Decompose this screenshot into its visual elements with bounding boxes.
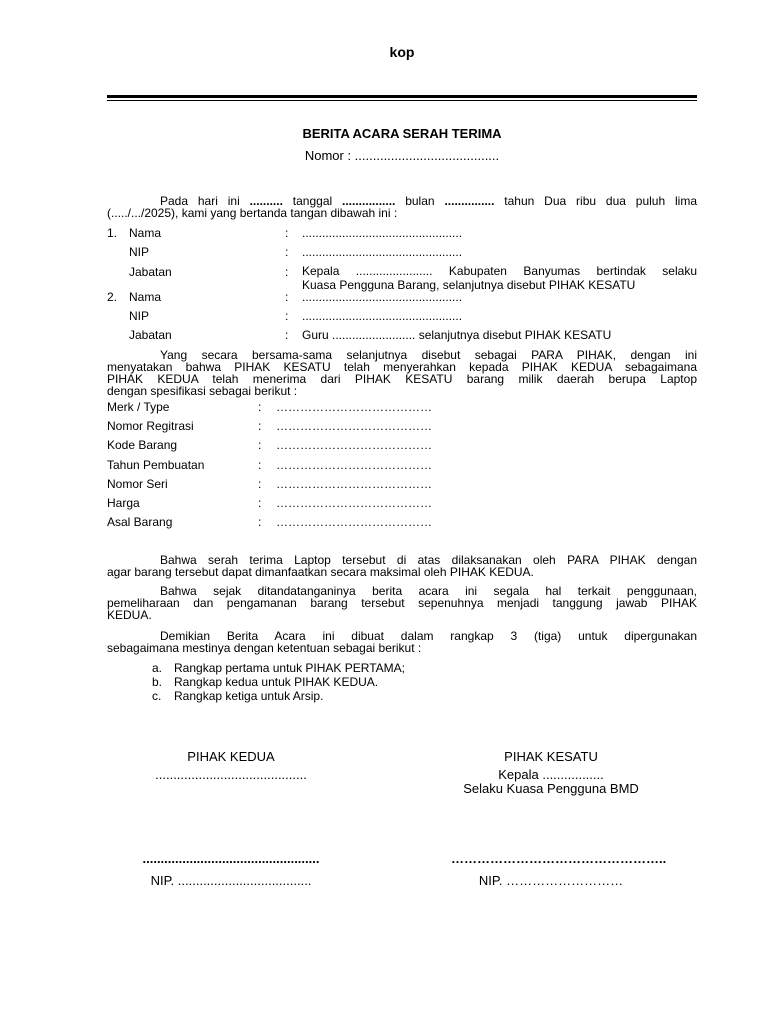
spec-value-tahun: ………………………………… [276, 458, 432, 472]
party2-nama-label: Nama [129, 290, 162, 304]
party2-number: 2. [107, 290, 118, 304]
spec-label-asal: Asal Barang [107, 515, 173, 529]
para-tanggung-line3: KEDUA. [107, 608, 152, 622]
para-pihak-line4: dengan spesifikasi sebagai berikut : [107, 384, 298, 398]
party2-jabatan-value: Guru ......................... selanjutnya disebut PIHAK KESATU [302, 328, 612, 342]
header-divider-thin [107, 100, 697, 101]
party1-nip-colon: : [285, 245, 289, 259]
para-serah-paragraph [107, 554, 697, 578]
document-title: BERITA ACARA SERAH TERIMA [302, 126, 502, 141]
signature-right-nip: NIP. ……………………… [478, 873, 624, 888]
spec-value-harga: ………………………………… [276, 496, 432, 510]
party1-nama-label: Nama [129, 226, 162, 240]
spec-label-registrasi: Nomor Regitrasi [107, 419, 194, 433]
spec-value-kode: ………………………………… [276, 438, 432, 452]
party2-nip-label: NIP [129, 309, 150, 323]
spec-value-registrasi: ………………………………… [276, 419, 432, 433]
signature-left-nip: NIP. ..................................... [150, 873, 312, 888]
para-tanggung-line2: pemeliharaan dan pengamanan barang tersebut sepenuhnya menjadi tanggung jawab PIHAK [107, 596, 697, 610]
signature-right-name: ………………………………………….. [451, 851, 667, 866]
header-divider-thick [107, 95, 697, 98]
copy-text-c: Rangkap ketiga untuk Arsip. [174, 689, 324, 703]
spec-value-asal: ………………………………… [276, 515, 432, 529]
party1-jabatan-label: Jabatan [129, 265, 172, 279]
para-tanggung-paragraph [107, 585, 697, 621]
spec-colon-seri: : [258, 477, 262, 491]
party1-jabatan-line2: Kuasa Pengguna Barang, selanjutnya disebut PIHAK KESATU [302, 278, 636, 292]
spec-colon-asal: : [258, 515, 262, 529]
party1-nama-colon: : [285, 226, 289, 240]
spec-value-merk: ………………………………… [276, 400, 432, 414]
para-pihak-line1: Yang secara bersama-sama selanjutnya disebut sebagai PARA PIHAK, dengan ini [160, 348, 697, 362]
party2-jabatan-label: Jabatan [129, 328, 172, 342]
intro-line-1: Pada hari ini .......... tanggal ................ bulan ............... tahun Dua ribu dua puluh lima [160, 194, 697, 208]
copy-mark-a: a. [152, 661, 163, 675]
spec-colon-tahun: : [258, 458, 262, 472]
para-demikian-line2: sebagaimana mestinya dengan ketentuan sebagai berikut : [107, 641, 422, 655]
signature-right-title: PIHAK KESATU [504, 749, 598, 764]
spec-label-kode: Kode Barang [107, 438, 178, 452]
party2-nip-value: ................................................ [302, 309, 463, 323]
party1-jabatan-colon: : [285, 265, 289, 279]
spec-colon-kode: : [258, 438, 262, 452]
signature-right-line1: Kepala ................. [498, 767, 604, 782]
spec-label-merk: Merk / Type [107, 400, 170, 414]
copy-mark-c: c. [152, 689, 162, 703]
para-demikian-line1: Demikian Berita Acara ini dibuat dalam rangkap 3 (tiga) untuk dipergunakan [160, 629, 697, 643]
party1-number: 1. [107, 226, 118, 240]
spec-label-harga: Harga [107, 496, 140, 510]
party2-nama-value: ................................................ [302, 290, 463, 304]
spec-label-seri: Nomor Seri [107, 477, 168, 491]
party1-nama-value: ................................................ [302, 226, 463, 240]
signature-left-name: ................................................. [142, 851, 320, 866]
para-pihak-line3: PIHAK KEDUA telah menerima dari PIHAK KESATU barang milik daerah berupa Laptop [107, 372, 697, 386]
para-demikian-paragraph [107, 630, 697, 654]
para-serah-line2: agar barang tersebut dapat dimanfaatkan secara maksimal oleh PIHAK KEDUA. [107, 565, 534, 579]
intro-line-2: (...../.../2025), kami yang bertanda tangan dibawah ini : [107, 206, 398, 220]
party1-nip-label: NIP [129, 245, 150, 259]
spec-label-tahun: Tahun Pembuatan [107, 458, 205, 472]
spec-colon-harga: : [258, 496, 262, 510]
signature-left-title: PIHAK KEDUA [187, 749, 275, 764]
party1-jabatan-value [302, 264, 697, 292]
para-pihak-line2: menyatakan bahwa PIHAK KESATU telah menyerahkan kepada PIHAK KEDUA sebagaimana [107, 360, 697, 374]
party1-nip-value: ................................................ [302, 245, 463, 259]
party2-nip-colon: : [285, 309, 289, 323]
party2-nama-colon: : [285, 290, 289, 304]
spec-colon-merk: : [258, 400, 262, 414]
document-number: Nomor : ........................................ [304, 148, 500, 163]
copy-text-a: Rangkap pertama untuk PIHAK PERTAMA; [174, 661, 405, 675]
para-pihak-paragraph [107, 349, 697, 397]
party1-jabatan-line1: Kepala ....................... Kabupaten Banyumas bertindak selaku [302, 264, 697, 278]
signature-left-subline: .......................................... [155, 767, 307, 782]
spec-value-seri: ………………………………… [276, 477, 432, 491]
intro-paragraph [107, 195, 697, 219]
party2-jabatan-colon: : [285, 328, 289, 342]
para-tanggung-line1: Bahwa sejak ditandatanganinya berita acara ini segala hal terkait penggunaan, [160, 584, 697, 598]
signature-right-line2: Selaku Kuasa Pengguna BMD [463, 781, 639, 796]
para-serah-line1: Bahwa serah terima Laptop tersebut di atas dilaksanakan oleh PARA PIHAK dengan [160, 553, 697, 567]
spec-colon-registrasi: : [258, 419, 262, 433]
letterhead-kop: kop [389, 44, 415, 60]
copy-mark-b: b. [152, 675, 163, 689]
copy-text-b: Rangkap kedua untuk PIHAK KEDUA. [174, 675, 379, 689]
